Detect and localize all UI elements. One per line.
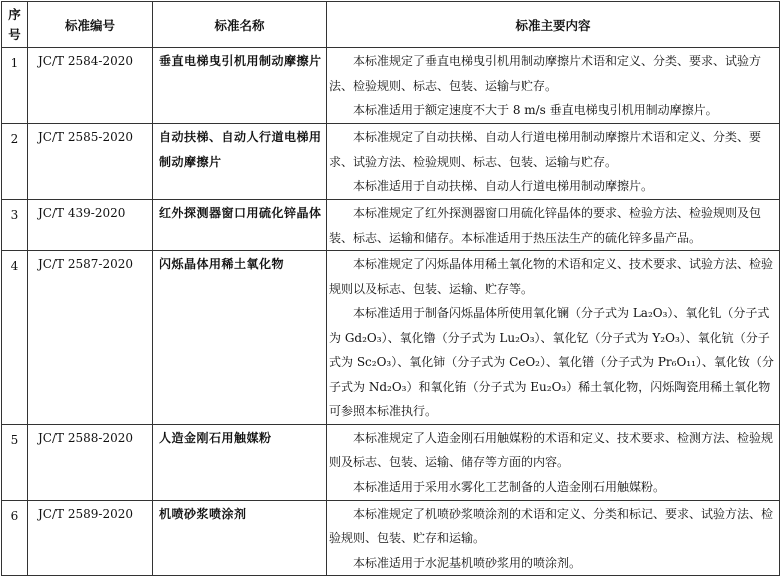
standard-content xyxy=(327,251,780,425)
row-number: 4 xyxy=(2,251,28,425)
row-number: 3 xyxy=(2,200,28,251)
standard-code: JC/T 2588-2020 xyxy=(28,424,153,500)
formula: Pr₆O₁₁ xyxy=(657,355,696,369)
standard-name: 自动扶梯、自动人行道电梯用制动摩擦片 xyxy=(153,124,327,200)
header-name: 标准名称 xyxy=(153,2,327,48)
header-code: 标准编号 xyxy=(28,2,153,48)
content-paragraph: 本标准适用于采用水雾化工艺制备的人造金刚石用触媒粉。 xyxy=(353,479,666,494)
standard-content xyxy=(327,424,780,500)
formula: Lu₂O₃ xyxy=(499,330,535,345)
row-number: 1 xyxy=(2,48,28,124)
standard-name: 红外探测器窗口用硫化锌晶体 xyxy=(153,200,327,251)
standard-content xyxy=(327,500,780,576)
standard-code: JC/T 2589-2020 xyxy=(28,500,153,576)
table-header-row xyxy=(2,2,780,48)
table-row xyxy=(2,124,780,200)
content-paragraph: 本标准规定了人造金刚石用触媒粉的术语和定义、技术要求、检测方法、检验规则及标志、包装、运输、储存等方面的内容。 xyxy=(329,430,774,469)
header-seq: 序 号 xyxy=(2,2,28,48)
table-row xyxy=(2,48,780,124)
formula: Y₂O₃ xyxy=(652,330,680,345)
standard-content xyxy=(327,124,780,200)
content-paragraph: 本标准规定了红外探测器窗口用硫化锌晶体的要求、检验方法、检验规则及包装、标志、运输和储存。本标准适用于热压法生产的硫化锌多晶产品。 xyxy=(329,206,762,245)
table-row xyxy=(2,251,780,425)
content-paragraph: 本标准规定了机喷砂浆喷涂剂的术语和定义、分类和标记、要求、试验方法、检验规则、包装、贮存和运输。 xyxy=(329,506,774,545)
row-number: 2 xyxy=(2,124,28,200)
table-row xyxy=(2,200,780,251)
row-number: 5 xyxy=(2,424,28,500)
content-paragraph: 本标准规定了闪烁晶体用稀土氧化物的术语和定义、技术要求、试验方法、检验规则以及标志、包装、运输、贮存等。 xyxy=(329,257,774,296)
content-paragraph: 本标准适用于制备闪烁晶体所使用氧化镧（分子式为 La₂O₃）、氧化钆（分子式为 Gd₂O₃）、氧化镥（分子式为 Lu₂O₃）、氧化钇（分子式为 Y₂O₃）、氧化钪（分子式为 Sc₂O₃）、氧化铈（分子式为 CeO₂）、氧化镨（分子式为 Pr₆O₁₁）、氧化钕（分子式为 Nd₂O₃）和氧化铕（分子式为 Eu₂O₃）稀土氧化物，闪烁陶瓷用稀土氧化物可参照本标准执行。 xyxy=(329,306,774,418)
formula: Nd₂O₃ xyxy=(368,379,407,394)
formula: Gd₂O₃ xyxy=(344,330,382,345)
content-paragraph: 本标准适用于水泥基机喷砂浆用的喷涂剂。 xyxy=(353,555,582,570)
standard-name: 垂直电梯曳引机用制动摩擦片 xyxy=(153,48,327,124)
content-paragraph: 本标准适用于自动扶梯、自动人行道电梯用制动摩擦片。 xyxy=(353,179,654,193)
standard-code: JC/T 2584-2020 xyxy=(28,48,153,124)
header-content: 标准主要内容 xyxy=(327,2,780,48)
content-paragraph: 本标准适用于额定速度不大于 8 m/s 垂直电梯曳引机用制动摩擦片。 xyxy=(353,103,718,117)
formula: CeO₂ xyxy=(509,355,540,369)
standard-content xyxy=(327,200,780,251)
formula: Eu₂O₃ xyxy=(530,379,567,394)
formula: Sc₂O₃ xyxy=(356,355,392,369)
standard-content xyxy=(327,48,780,124)
table-row xyxy=(2,500,780,576)
standard-code: JC/T 2587-2020 xyxy=(28,251,153,425)
standard-code: JC/T 2585-2020 xyxy=(28,124,153,200)
standards-table xyxy=(1,1,780,576)
standard-name: 人造金刚石用触媒粉 xyxy=(153,424,327,500)
standard-code: JC/T 439-2020 xyxy=(28,200,153,251)
standard-name: 闪烁晶体用稀土氧化物 xyxy=(153,251,327,425)
table-row xyxy=(2,424,780,500)
content-paragraph: 本标准规定了自动扶梯、自动人行道电梯用制动摩擦片术语和定义、分类、要求、试验方法、检验规则、标志、包装、运输与贮存。 xyxy=(329,130,762,169)
formula: La₂O₃ xyxy=(632,306,668,320)
standard-name: 机喷砂浆喷涂剂 xyxy=(153,500,327,576)
row-number: 6 xyxy=(2,500,28,576)
content-paragraph: 本标准规定了垂直电梯曳引机用制动摩擦片术语和定义、分类、要求、试验方法、检验规则、标志、包装、运输与贮存。 xyxy=(329,54,762,93)
